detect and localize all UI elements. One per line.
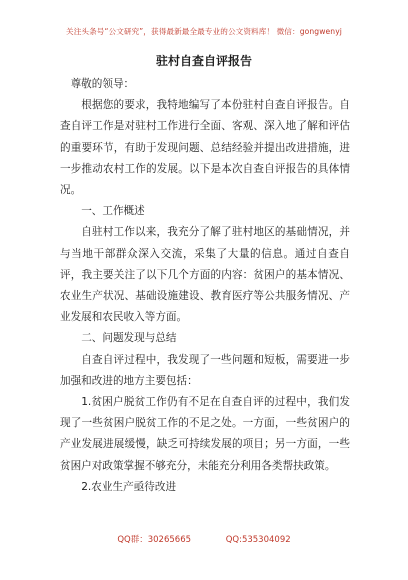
footer-qq-number: QQ:535304092	[225, 535, 291, 545]
paragraph-problem-2: 2.农业生产亟待改进	[81, 480, 177, 493]
document-body	[60, 74, 350, 498]
section-heading-overview: 一、工作概述	[81, 205, 145, 218]
paragraph-intro: 根据您的要求，我特地编写了本份驻村自查自评报告。自查自评工作是对驻村工作进行全面、客观、深入地了解和评估的重要环节，有助于发现问题、总结经验并提出改进措施，进一步推动农村工作的发展。以下是本次自查自评报告的具体情况。	[60, 99, 350, 197]
paragraph-problem-1: 1.贫困户脱贫工作仍有不足在自查自评的过程中，我们发现了一些贫困户脱贫工作的不足之处。一方面，一些贫困户的产业发展进展缓慢，缺乏可持续发展的项目；另一方面，一些贫困户对政策掌握不够充分，未能充分利用各类帮扶政策。	[60, 396, 350, 472]
paragraph-problems-intro: 自查自评过程中，我发现了一些问题和短板，需要进一步加强和改进的地方主要包括：	[60, 353, 350, 387]
footer-qq-group: QQ群：30265665	[117, 535, 192, 545]
paragraph-overview: 自驻村工作以来，我充分了解了驻村地区的基础情况，并与当地干部群众深入交流，采集了大量的信息。通过自查自评，我主要关注了以下几个方面的内容：贫困户的基本情况、农业生产状况、基础设施建设、教育医疗等公共服务情况、产业发展和农民收入等方面。	[60, 226, 350, 324]
document-title: 驻村自查自评报告	[155, 54, 252, 68]
salutation: 尊敬的领导：	[70, 78, 135, 90]
section-heading-problems: 二、问题发现与总结	[81, 332, 177, 345]
header-banner: 关注头条号“公文研究”，获得最新最全最专业的公文资料库！ 微信：gongwenyj	[66, 27, 342, 36]
footer-contact	[0, 533, 408, 545]
